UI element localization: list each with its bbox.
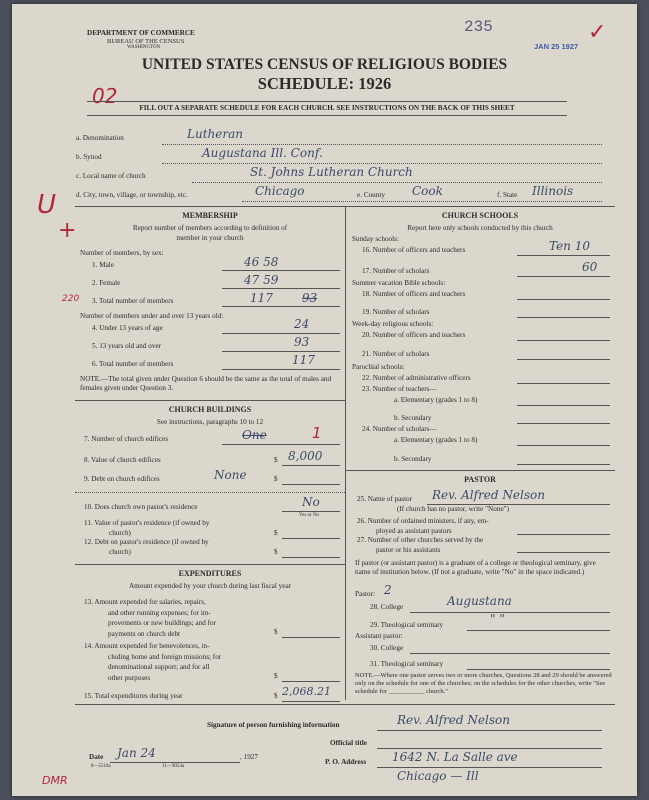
q29-value: " " [490, 612, 505, 626]
q13-label: 13. Amount expended for salaries, repairs, and other running expenses; for im- provements or new buildings; and for payments on church debt [84, 598, 216, 638]
q24-label: 24. Number of scholars— [362, 425, 437, 433]
signature-value: Rev. Alfred Nelson [397, 713, 510, 727]
q22-label: 22. Number of administrative officers [362, 374, 471, 382]
buildings-sub: See instructions, paragraphs 10 to 12 [156, 418, 264, 426]
pastor-mark: 2 [384, 583, 392, 597]
schools-sub: Report here only schools conducted by this church [407, 224, 553, 232]
q24a-label: a. Elementary (grades 1 to 8) [394, 436, 478, 444]
city-label: WASHINGTON [127, 45, 161, 50]
q15-dollar: $ [274, 692, 278, 700]
q28-label: 28. College [370, 603, 404, 611]
pastor-heading: PASTOR [464, 475, 496, 484]
date-stamp: JAN 25 1927 [534, 42, 579, 51]
q15-label: 15. Total expenditures during year [84, 692, 183, 700]
weekday-label: Week-day religious schools: [352, 320, 434, 328]
q11-label-1: 11. Value of pastor's residence (if owned by [84, 519, 210, 527]
q7-label: 7. Number of church edifices [84, 435, 169, 443]
membership-heading: MEMBERSHIP [182, 211, 238, 220]
q2-label: 2. Female [92, 279, 121, 287]
q5-value: 93 [294, 335, 310, 349]
q26-label-2: ployed as assistant pastors [376, 527, 452, 535]
state-value: Illinois [532, 184, 574, 198]
q18-label: 18. Number of officers and teachers [362, 290, 466, 298]
city-value: Chicago [255, 184, 305, 198]
city-label-line: d. City, town, village, or township, etc. [76, 191, 188, 199]
synod-value: Augustana Ill. Conf. [202, 146, 323, 160]
q31-label: 31. Theological seminary [370, 660, 444, 668]
q23a-label: a. Elementary (grades 1 to 8) [394, 396, 478, 404]
pastor-sub-label: Pastor: [355, 590, 375, 598]
q17-label: 17. Number of scholars [362, 267, 430, 275]
q6-label: 6. Total number of members [92, 360, 174, 368]
q23-label: 23. Number of teachers— [362, 385, 437, 393]
q12-label-2: church) [109, 548, 131, 556]
stamp-number: 235 [464, 18, 493, 36]
expenditures-heading: EXPENDITURES [178, 569, 242, 578]
po-address-label: P. O. Address [325, 758, 367, 766]
q9-label: 9. Debt on church edifices [84, 475, 160, 483]
q25-value: Rev. Alfred Nelson [432, 488, 545, 502]
year-label: , 1927 [240, 753, 258, 761]
q8-dollar: $ [274, 456, 278, 464]
graduate-note: If pastor (or assistant pastor) is a graduate of a college or theological seminary, give name of institution below. (If not a graduate, write "No" in the space indicated.) [355, 559, 596, 576]
form-title: UNITED STATES CENSUS OF RELIGIOUS BODIES [141, 56, 508, 73]
membership-intro-2: member in your church [176, 234, 244, 242]
q9-dollar: $ [274, 475, 278, 483]
q23b-label: b. Secondary [394, 414, 432, 422]
q2-value: 47 59 [244, 273, 279, 287]
q26-label-1: 26. Number of ordained ministers, if any, em- [357, 517, 489, 525]
q15-value: 2,068.21 [282, 685, 331, 698]
q16-value: Ten 10 [549, 239, 590, 253]
form-subtitle: SCHEDULE: 1926 [257, 74, 392, 93]
form-number-a: 8—5518a [91, 764, 111, 769]
sunday-label: Sunday schools: [352, 235, 399, 243]
date-value: Jan 24 [117, 746, 156, 760]
red-margin-note: 220 [62, 294, 80, 304]
q20-label: 20. Number of officers and teachers [362, 331, 466, 339]
parochial-label: Parochial schools: [352, 363, 405, 371]
buildings-heading: CHURCH BUILDINGS [168, 405, 252, 414]
age-intro: Number of members under and over 13 years old: [80, 312, 224, 320]
q5-label: 5. 13 years old and over [92, 342, 162, 350]
q7-value: 1 [312, 424, 322, 442]
q17-value: 60 [582, 260, 598, 274]
q3-value: 117 [250, 291, 273, 305]
department-label: DEPARTMENT OF COMMERCE [87, 29, 195, 37]
census-schedule-page [12, 4, 637, 796]
q14-label: 14. Amount expended for benevolences, in- cluding home and foreign missions; for denominational support; and for all other purposes [84, 642, 222, 682]
q16-label: 16. Number of officers and teachers [362, 246, 466, 254]
q4-value: 24 [294, 317, 310, 331]
q24b-label: b. Secondary [394, 455, 432, 463]
red-margin-mark: U [37, 190, 57, 220]
corner-mark: DMR [42, 774, 68, 787]
denomination-value: Lutheran [187, 127, 243, 141]
county-label: e. County [357, 191, 385, 199]
q11-dollar: $ [274, 529, 278, 537]
bureau-label: BUREAU OF THE CENSUS [107, 38, 185, 45]
q19-label: 19. Number of scholars [362, 308, 430, 316]
q28-value: Augustana [447, 594, 512, 608]
q1-label: 1. Male [92, 261, 114, 269]
q1-value: 46 58 [244, 255, 279, 269]
church-name-value: St. Johns Lutheran Church [250, 165, 413, 179]
q25-note: (If church has no pastor, write "None") [397, 505, 509, 513]
q21-label: 21. Number of scholars [362, 350, 430, 358]
official-title-label: Official title [330, 739, 367, 747]
q8-value: 8,000 [288, 449, 323, 463]
q3-struck-value: 93 [302, 291, 318, 305]
red-check-icon: ✓ [588, 20, 607, 45]
red-cross-mark: + [58, 218, 77, 243]
county-value: Cook [412, 184, 443, 198]
q11-label-2: church) [109, 529, 131, 537]
q25-label: 25. Name of pastor [357, 495, 413, 503]
q3-label: 3. Total number of members [92, 297, 174, 305]
q12-label-1: 12. Debt on pastor's residence (if owned by [84, 538, 209, 546]
q8-label: 8. Value of church edifices [84, 456, 161, 464]
denomination-label: a. Denomination [76, 134, 124, 142]
q4-label: 4. Under 13 years of age [92, 324, 163, 332]
q14-dollar: $ [274, 672, 278, 680]
q10-value: No [302, 495, 320, 509]
q10-label: 10. Does church own pastor's residence [84, 503, 198, 511]
q6-value: 117 [292, 353, 315, 367]
red-code: 02 [92, 84, 118, 108]
synod-label: b. Synod [76, 153, 102, 161]
church-name-label: c. Local name of church [76, 172, 146, 180]
q30-label: 30. College [370, 644, 404, 652]
instruction-line: FILL OUT A SEPARATE SCHEDULE FOR EACH CHURCH. SEE INSTRUCTIONS ON THE BACK OF THIS SHEET [139, 104, 515, 112]
expenditures-sub: Amount expended by your church during last fiscal year [128, 582, 292, 590]
summer-label: Summer vacation Bible schools: [352, 279, 446, 287]
assistant-label: Assistant pastor: [355, 632, 403, 640]
q7-struck-value: One [242, 428, 267, 442]
q27-label-1: 27. Number of other churches served by the [357, 536, 484, 544]
q27-label-2: pastor or his assistants [376, 546, 441, 554]
po-address-line2: Chicago — Ill [397, 769, 479, 783]
membership-intro-1: Report number of members according to definition of [132, 224, 288, 232]
date-label: Date [89, 753, 104, 761]
state-label: f. State [497, 191, 518, 199]
form-number-b: 11—9054a [162, 764, 185, 769]
signature-label: Signature of person furnishing information [207, 721, 340, 729]
bysex-label: Number of members, by sex: [80, 249, 164, 257]
q13-dollar: $ [274, 628, 278, 636]
yesno-note: Yes or No [299, 513, 320, 518]
pastor-note: NOTE.—Where one pastor serves two or more churches, Questions 28 and 29 should be answered only on the schedule for one of the churches; on the schedules for the other churches, write "See schedule for ___________ church." [355, 672, 612, 695]
schools-heading: CHURCH SCHOOLS [441, 211, 519, 220]
po-address-line1: 1642 N. La Salle ave [392, 750, 518, 764]
q29-label: 29. Theological seminary [370, 621, 444, 629]
q12-dollar: $ [274, 548, 278, 556]
membership-note: NOTE.—The total given under Question 6 should be the same as the total of males and females given under Question 3. [80, 375, 332, 392]
q9-value: None [214, 468, 247, 482]
